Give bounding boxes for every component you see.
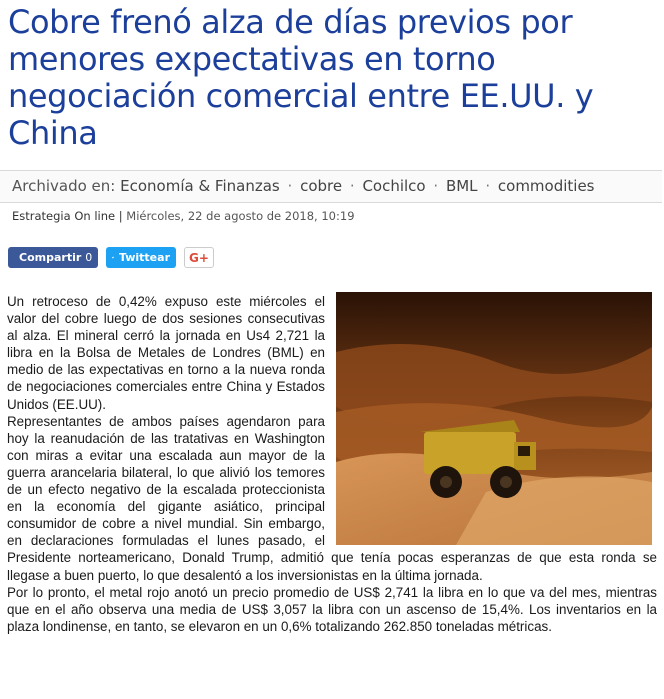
twitter-share-button[interactable] bbox=[106, 247, 176, 268]
byline-divider: | bbox=[118, 209, 123, 223]
byline-source: Estrategia On line bbox=[12, 209, 116, 223]
tag-link-commodities[interactable]: commodities bbox=[497, 177, 595, 195]
tag-separator: · bbox=[287, 177, 293, 195]
google-plus-label: G+ bbox=[189, 250, 209, 265]
facebook-share-label: Compartir bbox=[19, 251, 82, 264]
archived-label: Archivado en: bbox=[12, 177, 116, 195]
article-byline bbox=[12, 209, 355, 223]
article-paragraph: Por lo pronto, el metal rojo anotó un precio promedio de US$ 2,741 la libra en lo que va del mes, mientras que en el año observa una media de US$ 3,057 la libra con un ascenso de 15,4%. Los inventarios en la plaza londinense, en tanto, se elevaron en un 0,6% totalizando 262.850 toneladas métricas. bbox=[7, 584, 657, 634]
facebook-share-count: 0 bbox=[85, 251, 93, 264]
byline-date: Miércoles, 22 de agosto de 2018, 10:19 bbox=[126, 209, 355, 223]
tag-separator: · bbox=[433, 177, 439, 195]
article-paragraph: Representantes de ambos países agendaron para hoy la reanudación de las tratativas en Washington con miras a evitar una escalada aun mayor de la guerra arancelaria bilateral, lo que alivió los temores de un efecto negativo de la escalada proteccionista en la economía del gigante asiático, principal consumidor de cobre a nivel mundial. Sin embargo, en declaraciones formuladas el lunes pasado, el Presidente norteamericano, Donald Trump, admitió que tenía pocas esperanzas de que esta ronda se llegase a buen puerto, lo que desalentó a los inversionistas en la última jornada. bbox=[7, 413, 657, 583]
tag-separator: · bbox=[485, 177, 491, 195]
twitter-bird-icon bbox=[112, 252, 114, 263]
facebook-share-button[interactable] bbox=[8, 247, 98, 268]
tag-link-bml[interactable]: BML bbox=[445, 177, 478, 195]
article-body bbox=[7, 293, 657, 635]
article-paragraph: Un retroceso de 0,42% expuso este miércoles el valor del cobre luego de dos sesiones consecutivas al alza. El mineral cerró la jornada en Us4 2,721 la libra en la Bolsa de Metales de Londres (BML) en medio de las expectativas en torno a la nueva ronda de negociaciones comerciales entre China y Estados Unidos (EE.UU). bbox=[7, 294, 325, 412]
google-plus-share-button[interactable] bbox=[184, 247, 214, 268]
archived-tags-bar bbox=[0, 170, 662, 203]
share-buttons bbox=[8, 247, 214, 269]
twitter-share-label: Twittear bbox=[118, 251, 170, 264]
tag-link-cobre[interactable]: cobre bbox=[300, 177, 343, 195]
photo-float-spacer bbox=[325, 293, 657, 547]
article-headline: Cobre frenó alza de días previos por menores expectativas en torno negociación comercial entre EE.UU. y China bbox=[8, 3, 594, 152]
tag-link-economia[interactable]: Economía & Finanzas bbox=[120, 177, 280, 195]
tag-link-cochilco[interactable]: Cochilco bbox=[362, 177, 426, 195]
tag-separator: · bbox=[349, 177, 355, 195]
